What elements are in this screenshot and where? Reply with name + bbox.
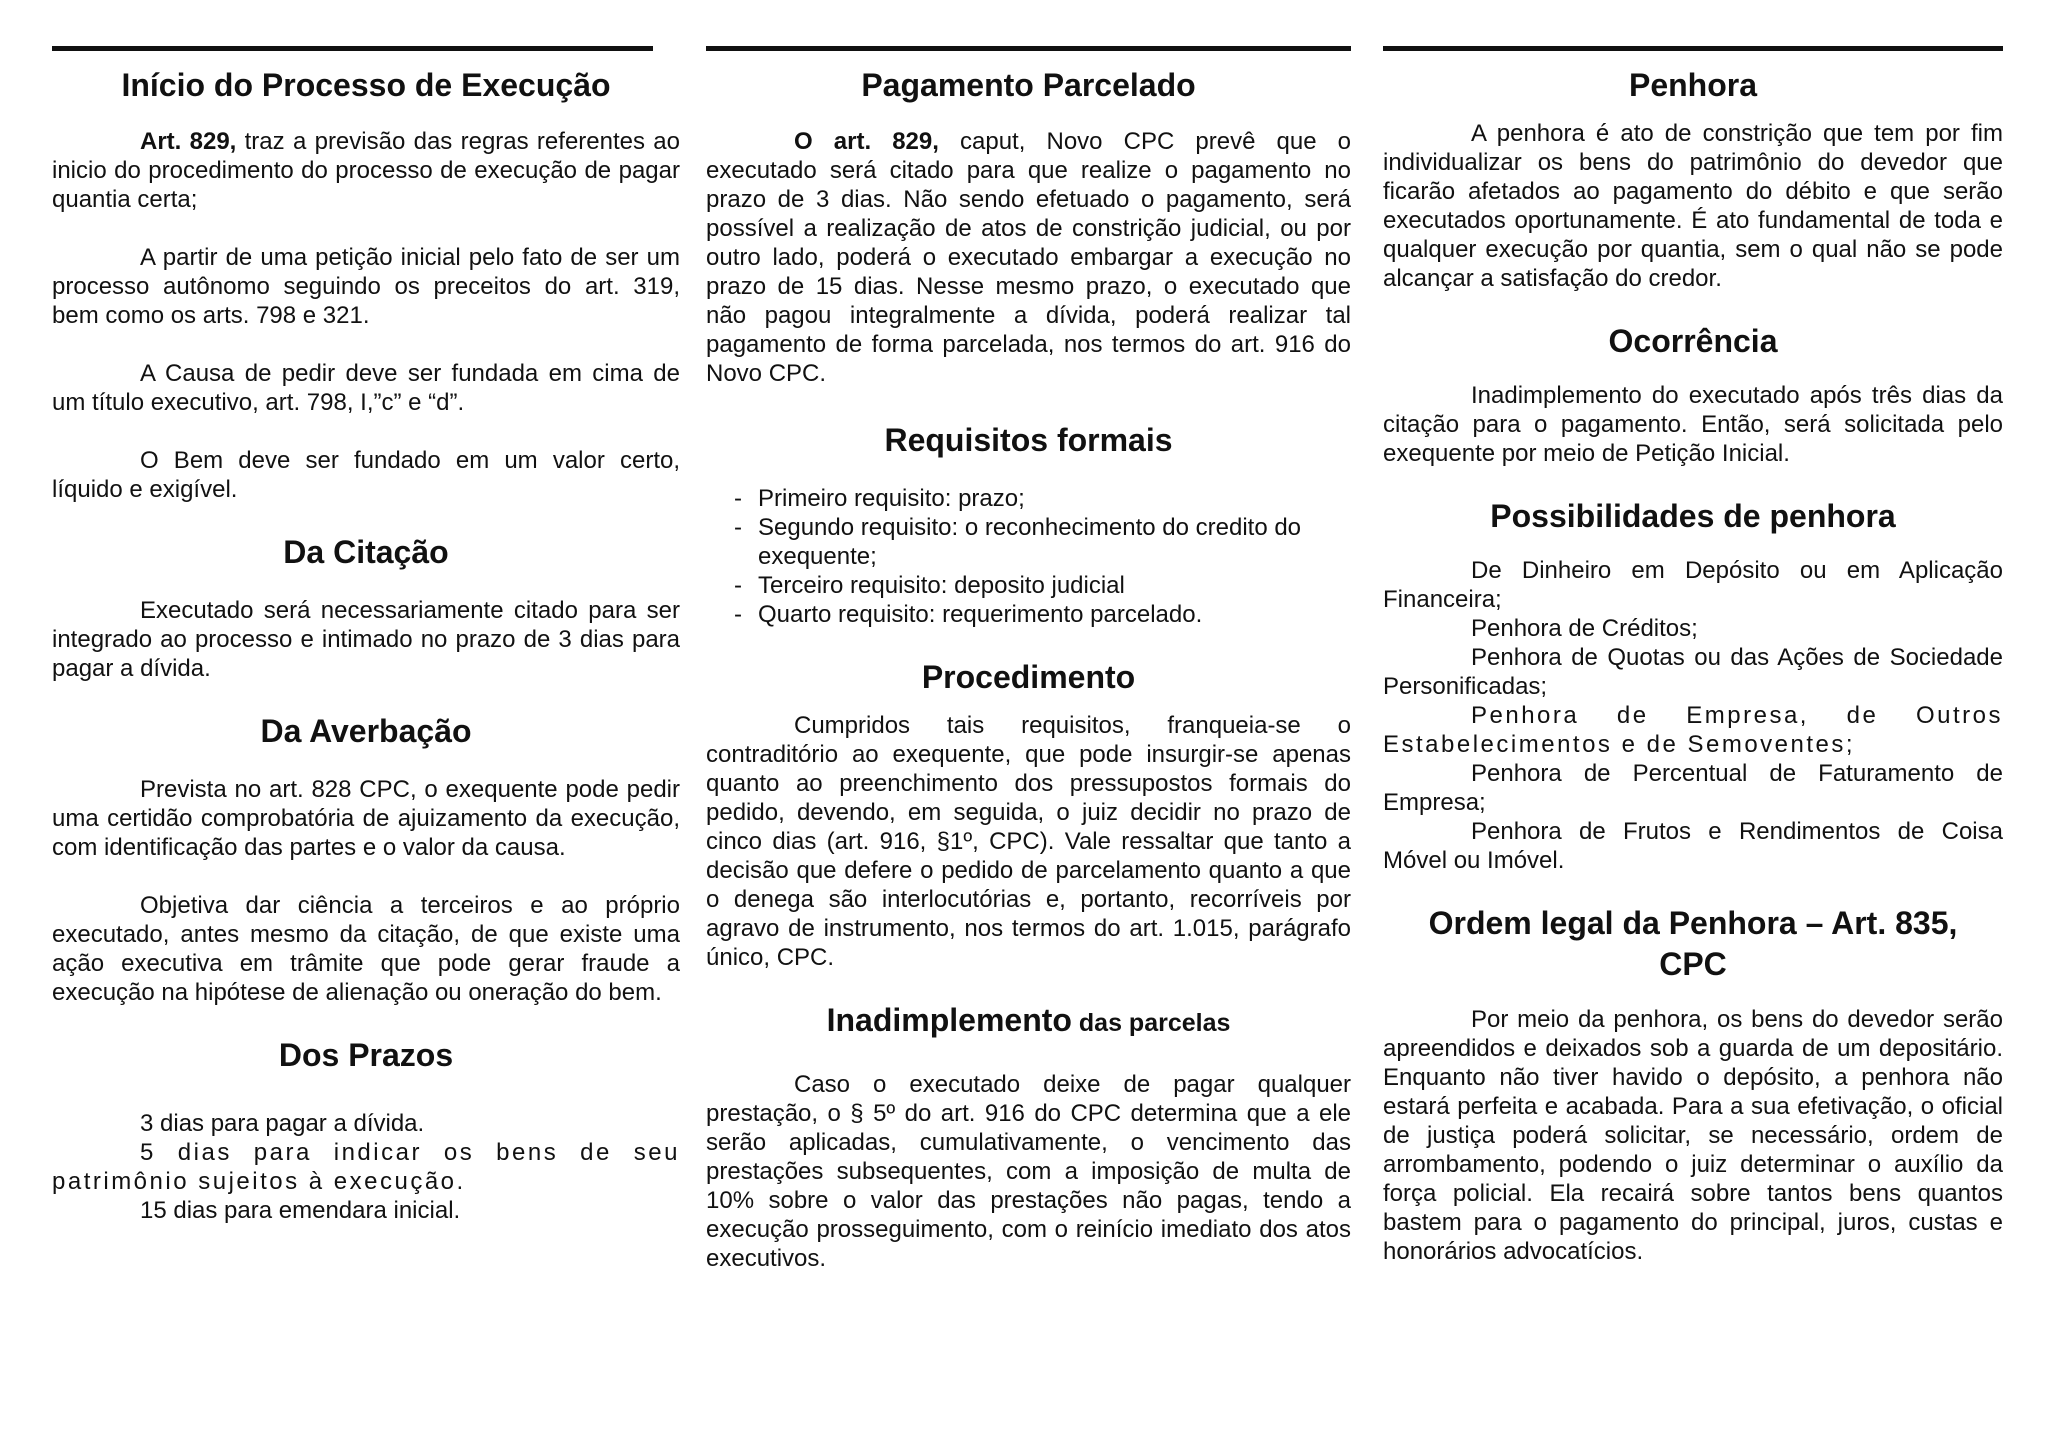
- list-item: - Primeiro requisito: prazo;: [734, 484, 1351, 513]
- list-item: Penhora de Percentual de Faturamento de Empresa;: [1383, 760, 2003, 816]
- section-title-ocorrencia: Ocorrência: [1608, 323, 1778, 359]
- column-left: [52, 46, 680, 1225]
- column-right: [1383, 46, 2003, 1266]
- requisitos-list: [706, 484, 1351, 629]
- title-small: das parcelas: [1071, 1009, 1231, 1037]
- list-item: Penhora de Empresa, de Outros Estabelecimentos e de Semoventes;: [1383, 702, 2003, 758]
- paragraph-causa: A Causa de pedir deve ser fundada em cima de um título executivo, art. 798, I,”c” e “d”.: [52, 360, 680, 416]
- section-title-ordem-legal: Ordem legal da Penhora – Art. 835, CPC: [1428, 905, 1958, 982]
- list-item: Penhora de Créditos;: [1471, 615, 1698, 642]
- paragraph-bem: O Bem deve ser fundado em um valor certo, líquido e exigível.: [52, 447, 680, 503]
- section-title-possibilidades: Possibilidades de penhora: [1490, 498, 1896, 534]
- prazo-line-2: 5 dias para indicar os bens de seu patrimônio sujeitos à execução.: [52, 1139, 680, 1195]
- list-item: Penhora de Frutos e Rendimentos de Coisa Móvel ou Imóvel.: [1383, 818, 2003, 874]
- title-main: Inadimplemento: [826, 1002, 1072, 1038]
- paragraph-ocorrencia: Inadimplemento do executado após três dias da citação para o pagamento. Então, será solicitada pelo exequente por meio de Petição Inicial.: [1383, 382, 2003, 467]
- section-title-citacao: Da Citação: [283, 534, 449, 570]
- prazo-line-3: 15 dias para emendara inicial.: [140, 1197, 461, 1224]
- list-item: - Segundo requisito: o reconhecimento do credito do exequente;: [734, 513, 1351, 571]
- list-item: - Quarto requisito: requerimento parcelado.: [734, 600, 1351, 629]
- section-title-inadimplemento: [706, 1000, 1351, 1040]
- bold-lead: Art. 829,: [140, 128, 237, 155]
- section-title-averbacao: Da Averbação: [260, 713, 472, 749]
- section-title-requisitos: Requisitos formais: [884, 422, 1173, 458]
- section-title-penhora: Penhora: [1628, 67, 1758, 103]
- paragraph-procedimento: Cumpridos tais requisitos, franqueia-se o contraditório ao exequente, que pode insurgir-se apenas quanto ao preenchimento dos pressupostos formais do pedido, devendo, em seguida, o juiz decidir no prazo de cinco dias (art. 916, §1º, CPC). Vale ressaltar que tanto a decisão que defere o pedido de parcelamento quanto a que o denega são interlocutórias e, portanto, recorríveis por agravo de instrumento, nos termos do art. 1.015, parágrafo único, CPC.: [706, 712, 1351, 971]
- paragraph-averbacao-1: Prevista no art. 828 CPC, o exequente pode pedir uma certidão comprobatória de ajuizamento da execução, com identificação das partes e o valor da causa.: [52, 776, 680, 861]
- prazo-line-1: 3 dias para pagar a dívida.: [140, 1110, 425, 1137]
- paragraph-inadimplemento: Caso o executado deixe de pagar qualquer prestação, o § 5º do art. 916 do CPC determina que a ele serão aplicadas, cumulativamente, o vencimento das prestações subsequentes, com a imposição de multa de 10% sobre o valor das prestações não pagas, tendo a execução prosseguimento, com o reinício imediato dos atos executivos.: [706, 1071, 1351, 1272]
- bold-lead: O art. 829,: [794, 128, 939, 155]
- list-item: - Terceiro requisito: deposito judicial: [734, 571, 1351, 600]
- top-rule: [706, 46, 1351, 51]
- paragraph-ordem-legal: Por meio da penhora, os bens do devedor serão apreendidos e deixados sob a guarda de um depositário. Enquanto não tiver havido o depósito, a penhora não estará perfeita e acabada. Para a sua efetivação, o oficial de justiça poderá solicitar, se necessário, ordem de arrombamento, podendo o juiz determinar o auxílio da força policial. Ela recairá sobre tantos bens quantos bastem para o pagamento do principal, juros, custas e honorários advocatícios.: [1383, 1006, 2003, 1265]
- paragraph-text: traz a previsão das regras referentes ao inicio do procedimento do processo de execução de pagar quantia certa;: [52, 128, 680, 213]
- paragraph-pagamento: [706, 127, 1351, 388]
- prazos-list: [52, 1109, 680, 1225]
- paragraph-citacao: Executado será necessariamente citado para ser integrado ao processo e intimado no prazo de 3 dias para pagar a dívida.: [52, 597, 680, 682]
- paragraph-peticao: A partir de uma petição inicial pelo fato de ser um processo autônomo seguindo os preceitos do art. 319, bem como os arts. 798 e 321.: [52, 244, 680, 329]
- paragraph-penhora: A penhora é ato de constrição que tem por fim individualizar os bens do patrimônio do devedor que ficarão afetados ao pagamento do débito e que serão executados oportunamente. É ato fundamental de toda e qualquer execução por quantia, sem o qual não se pode alcançar a satisfação do credor.: [1383, 120, 2003, 292]
- top-rule: [1383, 46, 2003, 51]
- section-title-procedimento: Procedimento: [921, 659, 1136, 695]
- possibilidades-list: [1383, 556, 2003, 875]
- column-middle: [706, 46, 1351, 1273]
- paragraph-art-829: [52, 127, 680, 214]
- paragraph-text: caput, Novo CPC prevê que o executado será citado para que realize o pagamento no prazo de 3 dias. Não sendo efetuado o pagamento, será possível a realização de atos de constrição judicial, ou por outro lado, poderá o executado embargar a execução no prazo de 15 dias. Nesse mesmo prazo, o executado que não pagou integralmente a dívida, poderá realizar tal pagamento de forma parcelada, nos termos do art. 916 do Novo CPC.: [706, 128, 1351, 387]
- section-title-pagamento: Pagamento Parcelado: [861, 67, 1196, 103]
- list-item: Penhora de Quotas ou das Ações de Sociedade Personificadas;: [1383, 644, 2003, 700]
- paragraph-averbacao-2: Objetiva dar ciência a terceiros e ao próprio executado, antes mesmo da citação, de que existe uma ação executiva em trâmite que pode gerar fraude a execução na hipótese de alienação ou oneração do bem.: [52, 892, 680, 1006]
- section-title-prazos: Dos Prazos: [278, 1037, 454, 1073]
- top-rule: [52, 46, 653, 51]
- section-title-inicio: Início do Processo de Execução: [121, 67, 611, 103]
- list-item: De Dinheiro em Depósito ou em Aplicação Financeira;: [1383, 557, 2003, 613]
